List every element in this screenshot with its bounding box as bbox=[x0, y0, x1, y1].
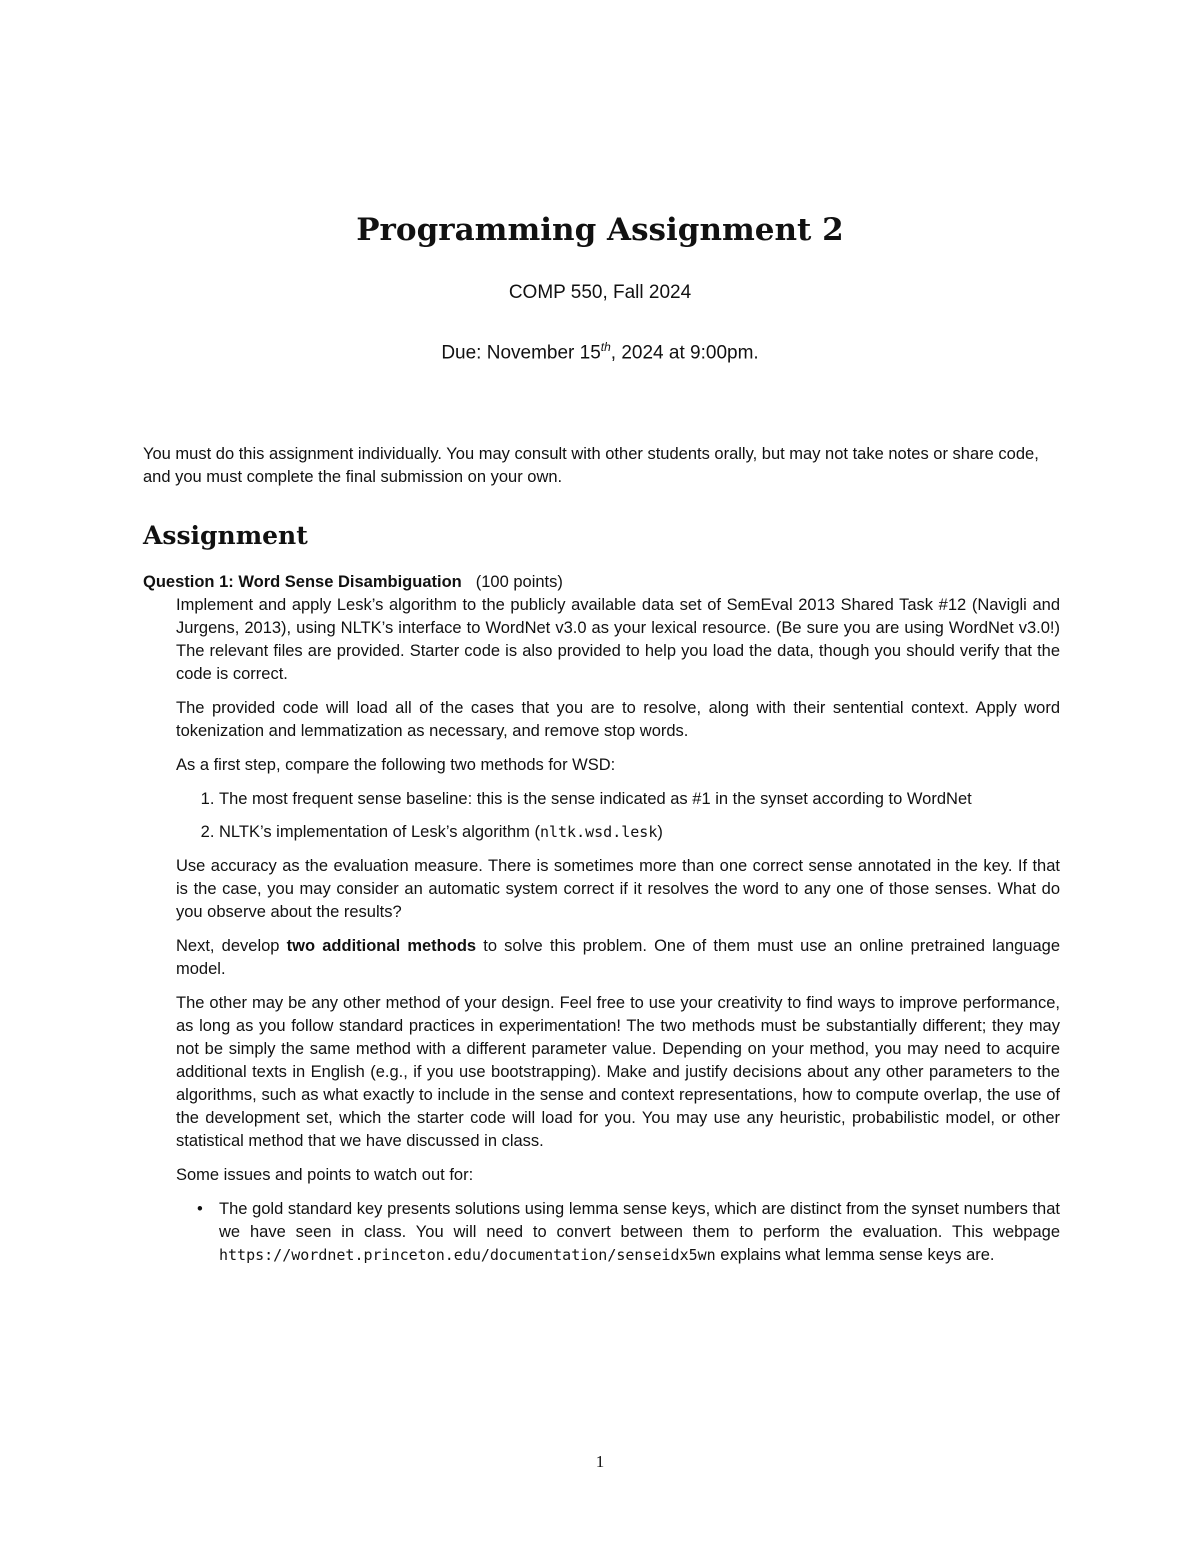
due-ordinal-suffix: th bbox=[600, 340, 611, 354]
question-1-paragraph-7: Some issues and points to watch out for: bbox=[176, 1166, 474, 1184]
question-1-paragraph-3: As a first step, compare the following two methods for WSD: bbox=[176, 756, 616, 774]
document-title: Programming Assignment 2 bbox=[356, 212, 844, 248]
method-item-2-text: NLTK’s implementation of Lesk’s algorithm ( bbox=[219, 823, 540, 841]
question-1-body bbox=[176, 594, 1060, 1267]
method-item-1: 1. The most frequent sense baseline: this is the sense indicated as #1 in the synset according to WordNet bbox=[219, 788, 1060, 811]
question-1-paragraph-2: The provided code will load all of the cases that you are to resolve, along with their sentential context. Apply word tokenization and lemmatization as necessary, and remove stop words. bbox=[176, 699, 1060, 740]
due-date-line bbox=[0, 340, 1200, 364]
issue-item-1-end: explains what lemma sense keys are. bbox=[715, 1246, 995, 1264]
question-1-title: Question 1: Word Sense Disambiguation bbox=[143, 573, 462, 591]
question-1-header bbox=[143, 571, 1060, 594]
course-line: COMP 550, Fall 2024 bbox=[508, 282, 692, 303]
senseidx-link[interactable]: https://wordnet.princeton.edu/documentation/senseidx5wn bbox=[219, 1246, 716, 1264]
method-item-2-code: nltk.wsd.lesk bbox=[539, 823, 658, 841]
due-suffix: , 2024 at 9:00pm. bbox=[610, 342, 759, 364]
issue-item-1-start: The gold standard key presents solutions using lemma sense keys, which are distinct from the synset numbers that we have seen in class. You will need to convert between them to perform the evaluation. This webpage bbox=[219, 1200, 1060, 1241]
paragraph-5-emphasis: two additional methods bbox=[286, 937, 477, 955]
methods-list bbox=[176, 788, 1060, 844]
question-1-paragraph-5 bbox=[176, 935, 1060, 981]
paragraph-5-start: Next, develop bbox=[176, 937, 287, 955]
question-1-points: (100 points) bbox=[475, 573, 563, 591]
issues-list bbox=[176, 1198, 1060, 1267]
question-1-paragraph-6: The other may be any other method of your design. Feel free to use your creativity to find ways to improve performance, as long as you follow standard practices in experimentation! The two methods must be substantially different; they may not be simply the same method with a different parameter value. Depending on your method, you may need to acquire additional texts in English (e.g., if you use bootstrapping). Make and justify decisions about any other parameters to the algorithms, such as what exactly to include in the sense and context representations, how to compute overlap, the use of the development set, which the starter code will load for you. You may use any heuristic, probabilistic model, or other statistical method that we have discussed in class. bbox=[176, 994, 1060, 1150]
question-1 bbox=[143, 571, 1060, 1267]
due-prefix: Due: November 15 bbox=[441, 342, 601, 364]
intro-paragraph: You must do this assignment individually. You may consult with other students orally, but may not take notes or share code, and you must complete the final submission on your own. bbox=[143, 445, 1039, 486]
question-1-paragraph-1: Implement and apply Lesk’s algorithm to the publicly available data set of SemEval 2013 Shared Task #12 (Navigli and Jurgens, 2013), using NLTK’s interface to WordNet v3.0 as your lexical resource. (Be sure you are using WordNet v3.0!) The relevant files are provided. Starter code is also provided to help you load the data, though you should verify that the code is correct. bbox=[176, 596, 1060, 683]
bullet-icon: • bbox=[197, 1200, 203, 1218]
issue-item-1 bbox=[197, 1198, 1060, 1267]
question-1-paragraph-4: Use accuracy as the evaluation measure. There is sometimes more than one correct sense annotated in the key. If that is the case, you may consider an automatic system correct if it resolves the word to any one of those senses. What do you observe about the results? bbox=[176, 857, 1060, 921]
paragraph-5-end: to solve this problem. One of them must use an online pretrained language model. bbox=[176, 937, 1061, 978]
page-number: 1 bbox=[595, 1452, 605, 1471]
method-item-2 bbox=[219, 821, 1060, 844]
method-item-2-end: ) bbox=[657, 823, 663, 841]
section-heading-assignment: Assignment bbox=[143, 521, 308, 550]
